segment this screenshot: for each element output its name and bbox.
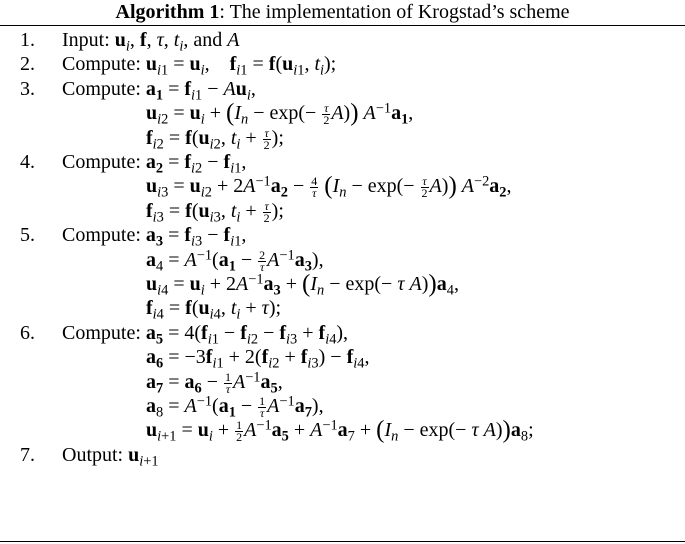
step-formula: Compute: $a_5 = 4(f_{i1} - f_{i2} - f_{i3} + f_{i4})$, — [62, 321, 349, 348]
step-formula: $a_6 = -3f_{i1} + 2(f_{i2} + f_{i3}) - f_{i4}$, — [146, 346, 370, 372]
algorithm-step-5-line-2 — [0, 248, 685, 272]
algorithm-step-4-line-3 — [0, 198, 685, 226]
algorithm-step-3-line-3 — [0, 126, 685, 150]
step-number: 1. — [20, 29, 35, 51]
algorithm-step-4-line-1 — [0, 150, 685, 177]
step-number: 4. — [20, 151, 35, 173]
algorithm-step-6-line-4 — [0, 393, 685, 421]
algorithm-step-3-line-1 — [0, 77, 685, 104]
algorithm-step-5-line-4 — [0, 296, 685, 323]
step-formula: Compute: $a_3 = f_{i3} - f_{i1}$, — [62, 224, 247, 250]
step-formula: $f_{i3} = f(u_{i3}$, $t_i$ + $\frac{\tau}{2}$ ); — [146, 198, 284, 226]
step-formula: $a_4 = A^{-1}(a_1$ − $\frac{2}{\tau}$ $A^{-1}a_3$), — [146, 247, 324, 274]
step-formula: Output: $u_{i+1}$ — [62, 443, 159, 470]
step-number: 3. — [20, 77, 35, 100]
step-formula: $f_{i2} = f(u_{i2}$, $t_i$ + $\frac{\tau}{2}$ ); — [146, 125, 284, 152]
step-number: 5. — [20, 224, 35, 247]
step-formula: $u_{i3} = u_{i2} + 2A^{-1}a_2$ − $\frac{4}{\tau}$ ($I_n - \exp(-$ $\frac{\tau}{2}$ A)) $A^{-2}a_2$, — [146, 172, 512, 201]
step-formula: Compute: $u_{i1} = u_i$, $f_{i1} = f(u_{i1}$, $t_i$); — [62, 53, 337, 79]
step-formula: Compute: $a_2 = f_{i2} - f_{i1}$, — [62, 151, 247, 177]
algorithm-step-6-line-3 — [0, 370, 685, 394]
step-number: 6. — [20, 321, 35, 344]
step-formula: $u_{i+1} = u_i$ + $\frac{1}{2}$ $A^{-1}a_5 + A^{-1}a_7 + (I_n - \exp(- \tau$ $A))a_8$; — [146, 416, 534, 445]
algorithm-step-5-line-3 — [0, 270, 685, 299]
step-formula: $a_7 = a_6$ − $\frac{1}{\tau}$ $A^{-1}a_5$, — [146, 369, 283, 396]
algorithm-step-2-line-1 — [0, 52, 685, 79]
algorithm-step-6-line-5 — [0, 416, 685, 445]
algorithm-step-4-line-2 — [0, 172, 685, 201]
step-formula: $f_{i4} = f(u_{i4}$, $t_i + \tau$); — [146, 297, 282, 323]
step-number: 7. — [20, 443, 35, 466]
step-formula: $a_8 = A^{-1}(a_1$ − $\frac{1}{\tau}$ $A^{-1}a_7$), — [146, 393, 324, 421]
algorithm-step-1-line-1 — [0, 28, 685, 55]
step-formula: Compute: $a_1 = f_{i1} - Au_i$, — [62, 77, 256, 104]
algorithm-label: Algorithm 1 — [115, 1, 220, 23]
algorithm-step-6-line-2 — [0, 345, 685, 372]
bottom-rule — [0, 541, 685, 542]
algorithm-step-7-line-1 — [0, 443, 685, 470]
algorithm-title: : The implementation of Krogstad’s scheme — [219, 1, 570, 23]
algorithm-step-3-line-2 — [0, 99, 685, 128]
step-formula: $u_{i2} = u_i + (I_n - \exp(-$ $\frac{\tau}{2}$ A)) $A^{-1}a_1$, — [146, 99, 414, 128]
algorithm-step-6-line-1 — [0, 321, 685, 348]
step-formula: $u_{i4} = u_i + 2A^{-1}a_3 + (I_n - \exp(- \tau$ $A))a_4$, — [146, 270, 459, 299]
algorithm-caption — [0, 0, 685, 24]
step-formula: Input: $u_i$, f, τ, $t_i$, and A — [62, 29, 240, 55]
step-number: 2. — [20, 53, 35, 76]
top-rule — [0, 25, 685, 26]
algorithm-step-5-line-1 — [0, 223, 685, 250]
